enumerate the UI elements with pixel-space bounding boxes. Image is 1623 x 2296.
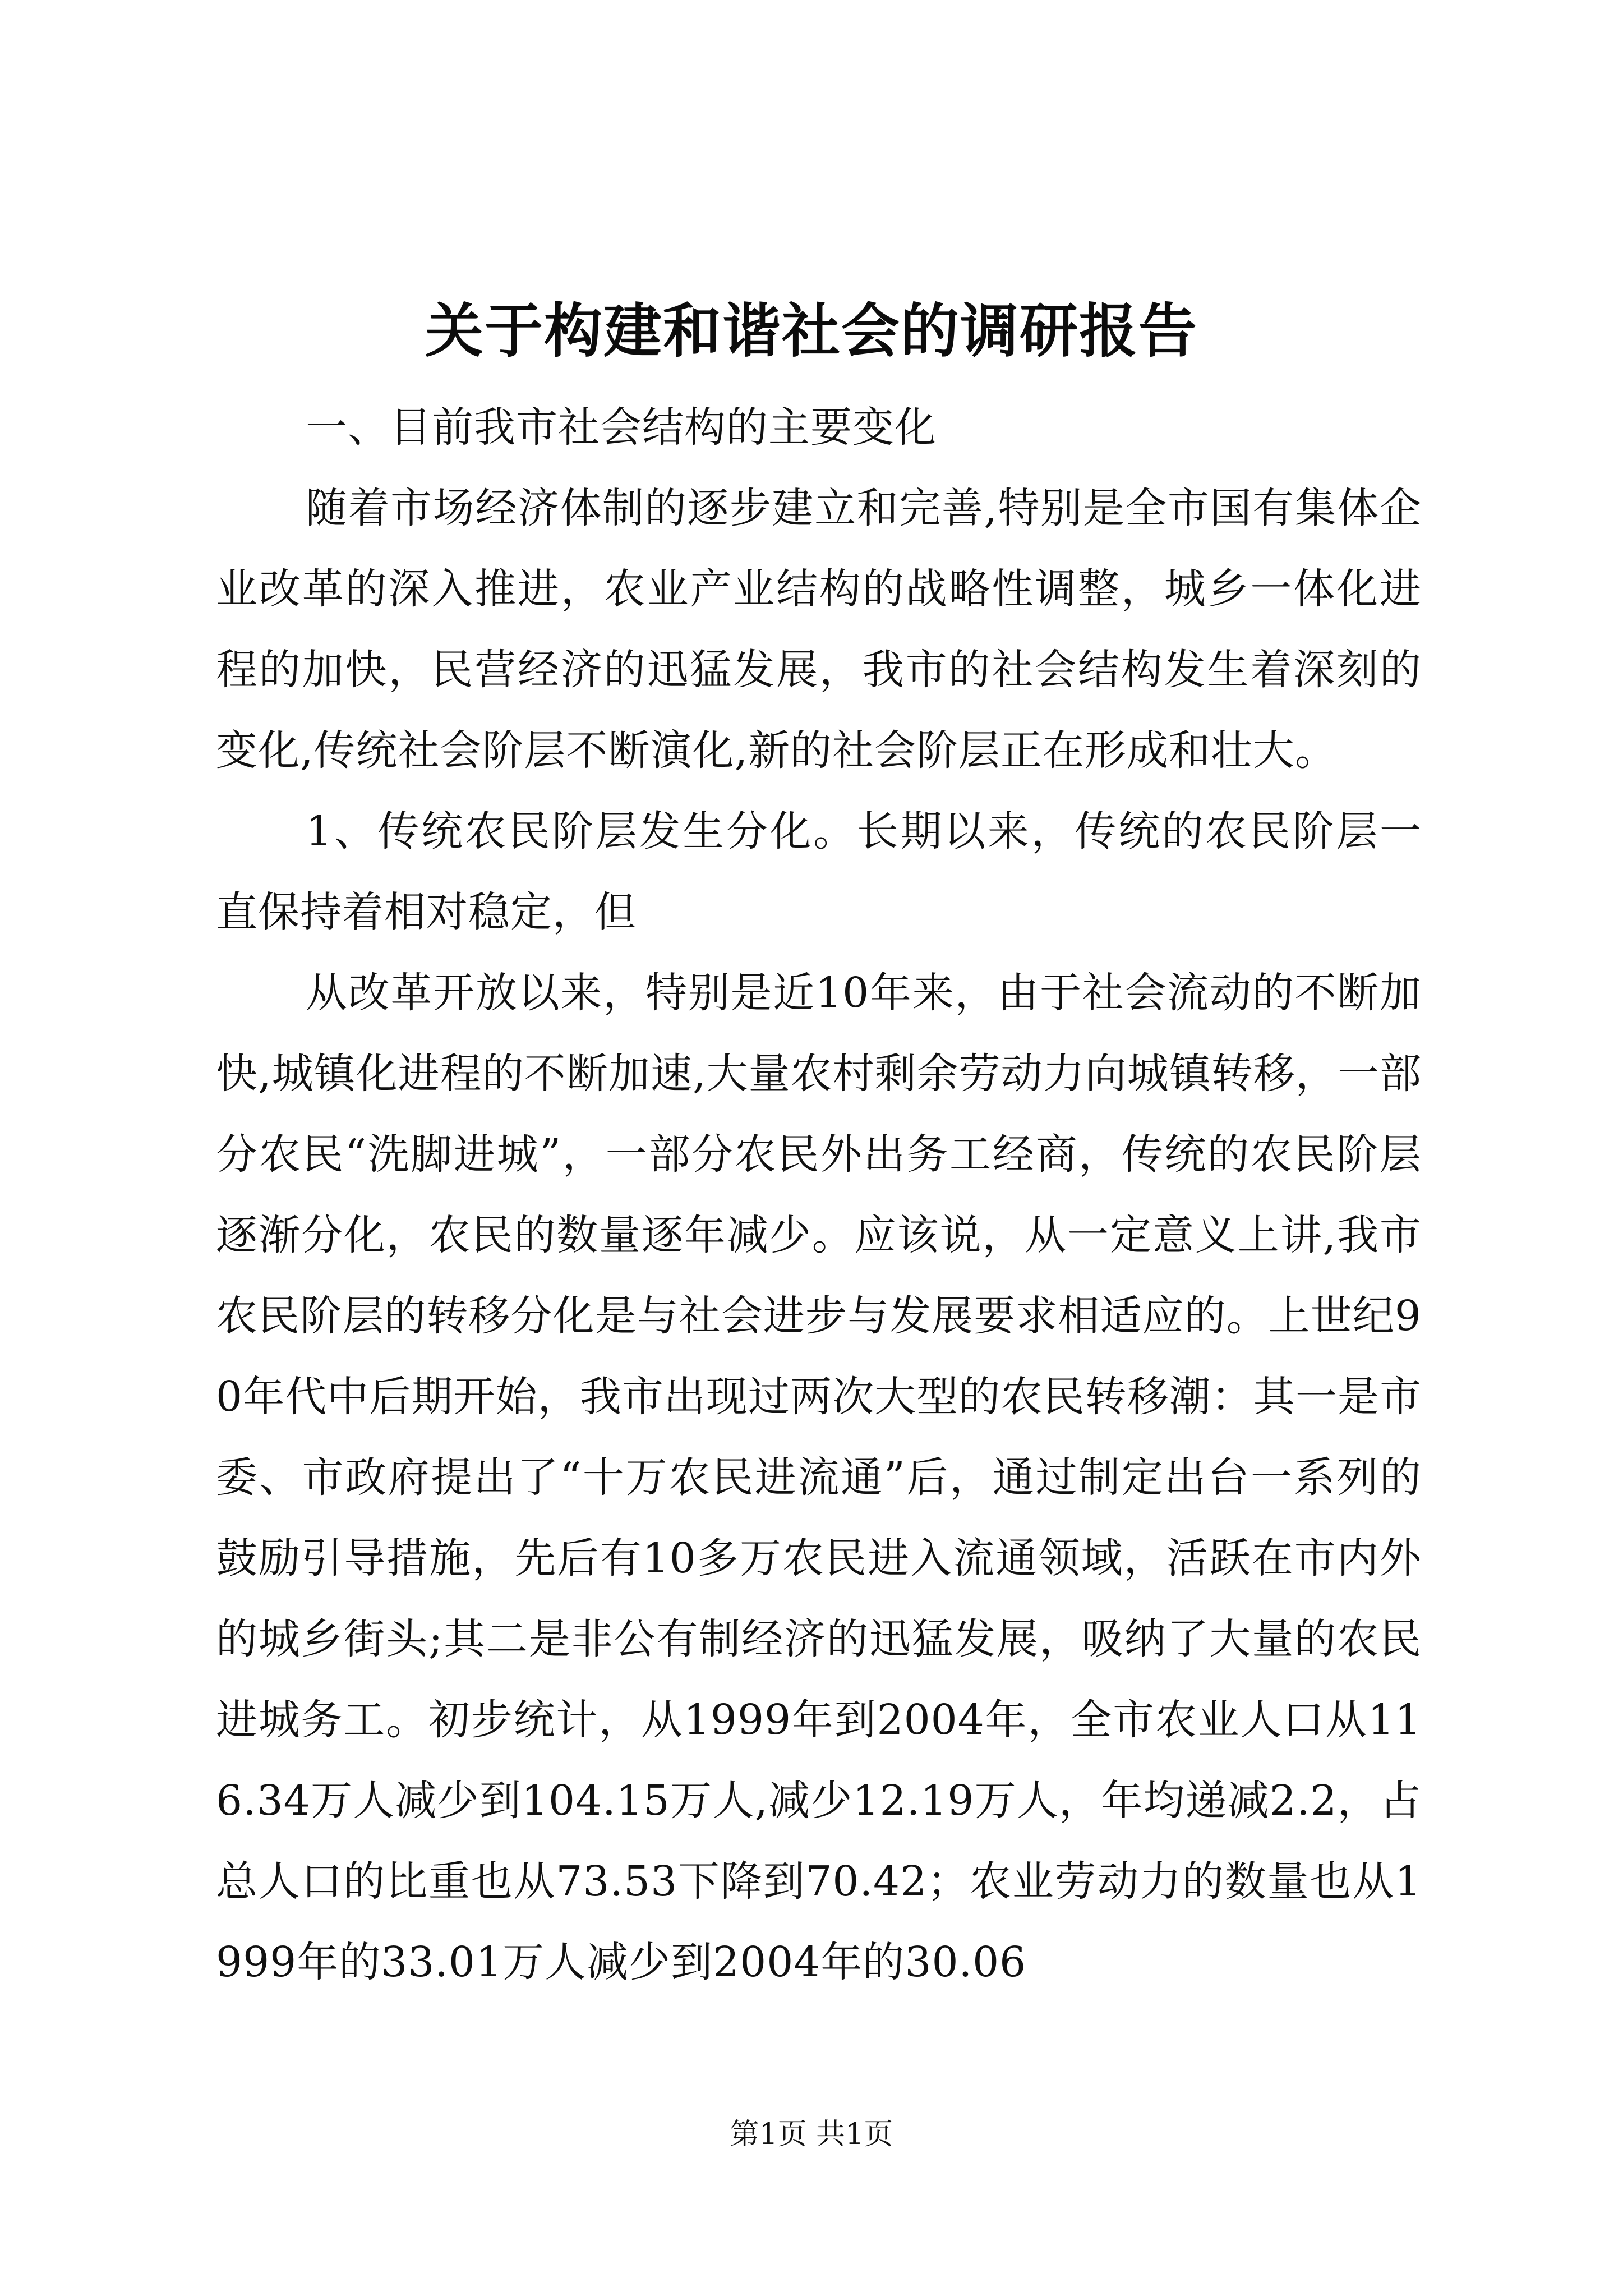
paragraph: 1、传统农民阶层发生分化。长期以来，传统的农民阶层一直保持着相对稳定，但	[216, 807, 1422, 936]
document-title: 关于构建和谐社会的调研报告	[425, 296, 1198, 365]
section-heading: 一、目前我市社会结构的主要变化	[306, 403, 937, 452]
page-number-footer: 第1页 共1页	[730, 2118, 893, 2151]
paragraph: 随着市场经济体制的逐步建立和完善,特别是全市国有集体企业改革的深入推进，农业产业结构的战略性调整，城乡一体化进程的加快，民营经济的迅猛发展，我市的社会结构发生着深刻的变化,传统社会阶层不断演化,新的社会阶层正在形成和壮大。	[216, 484, 1422, 775]
paragraph: 从改革开放以来，特别是近10年来，由于社会流动的不断加快,城镇化进程的不断加速,大量农村剩余劳动力向城镇转移，一部分农民“洗脚进城”，一部分农民外出务工经商，传统的农民阶层逐渐分化，农民的数量逐年减少。应该说，从一定意义上讲,我市农民阶层的转移分化是与社会进步与发展要求相适应的。上世纪90年代中后期开始，我市出现过两次大型的农民转移潮：其一是市委、市政府提出了“十万农民进流通”后，通过制定出台一系列的鼓励引导措施，先后有10多万农民进入流通领域，活跃在市内外的城乡街头;其二是非公有制经济的迅猛发展，吸纳了大量的农民进城务工。初步统计，从1999年到2004年，全市农业人口从116.34万人减少到104.15万人,减少12.19万人，年均递减2.2，占总人口的比重也从73.53下降到70.42；农业劳动力的数量也从1999年的33.01万人减少到2004年的30.06	[216, 969, 1422, 1986]
document-body	[216, 387, 1422, 2003]
